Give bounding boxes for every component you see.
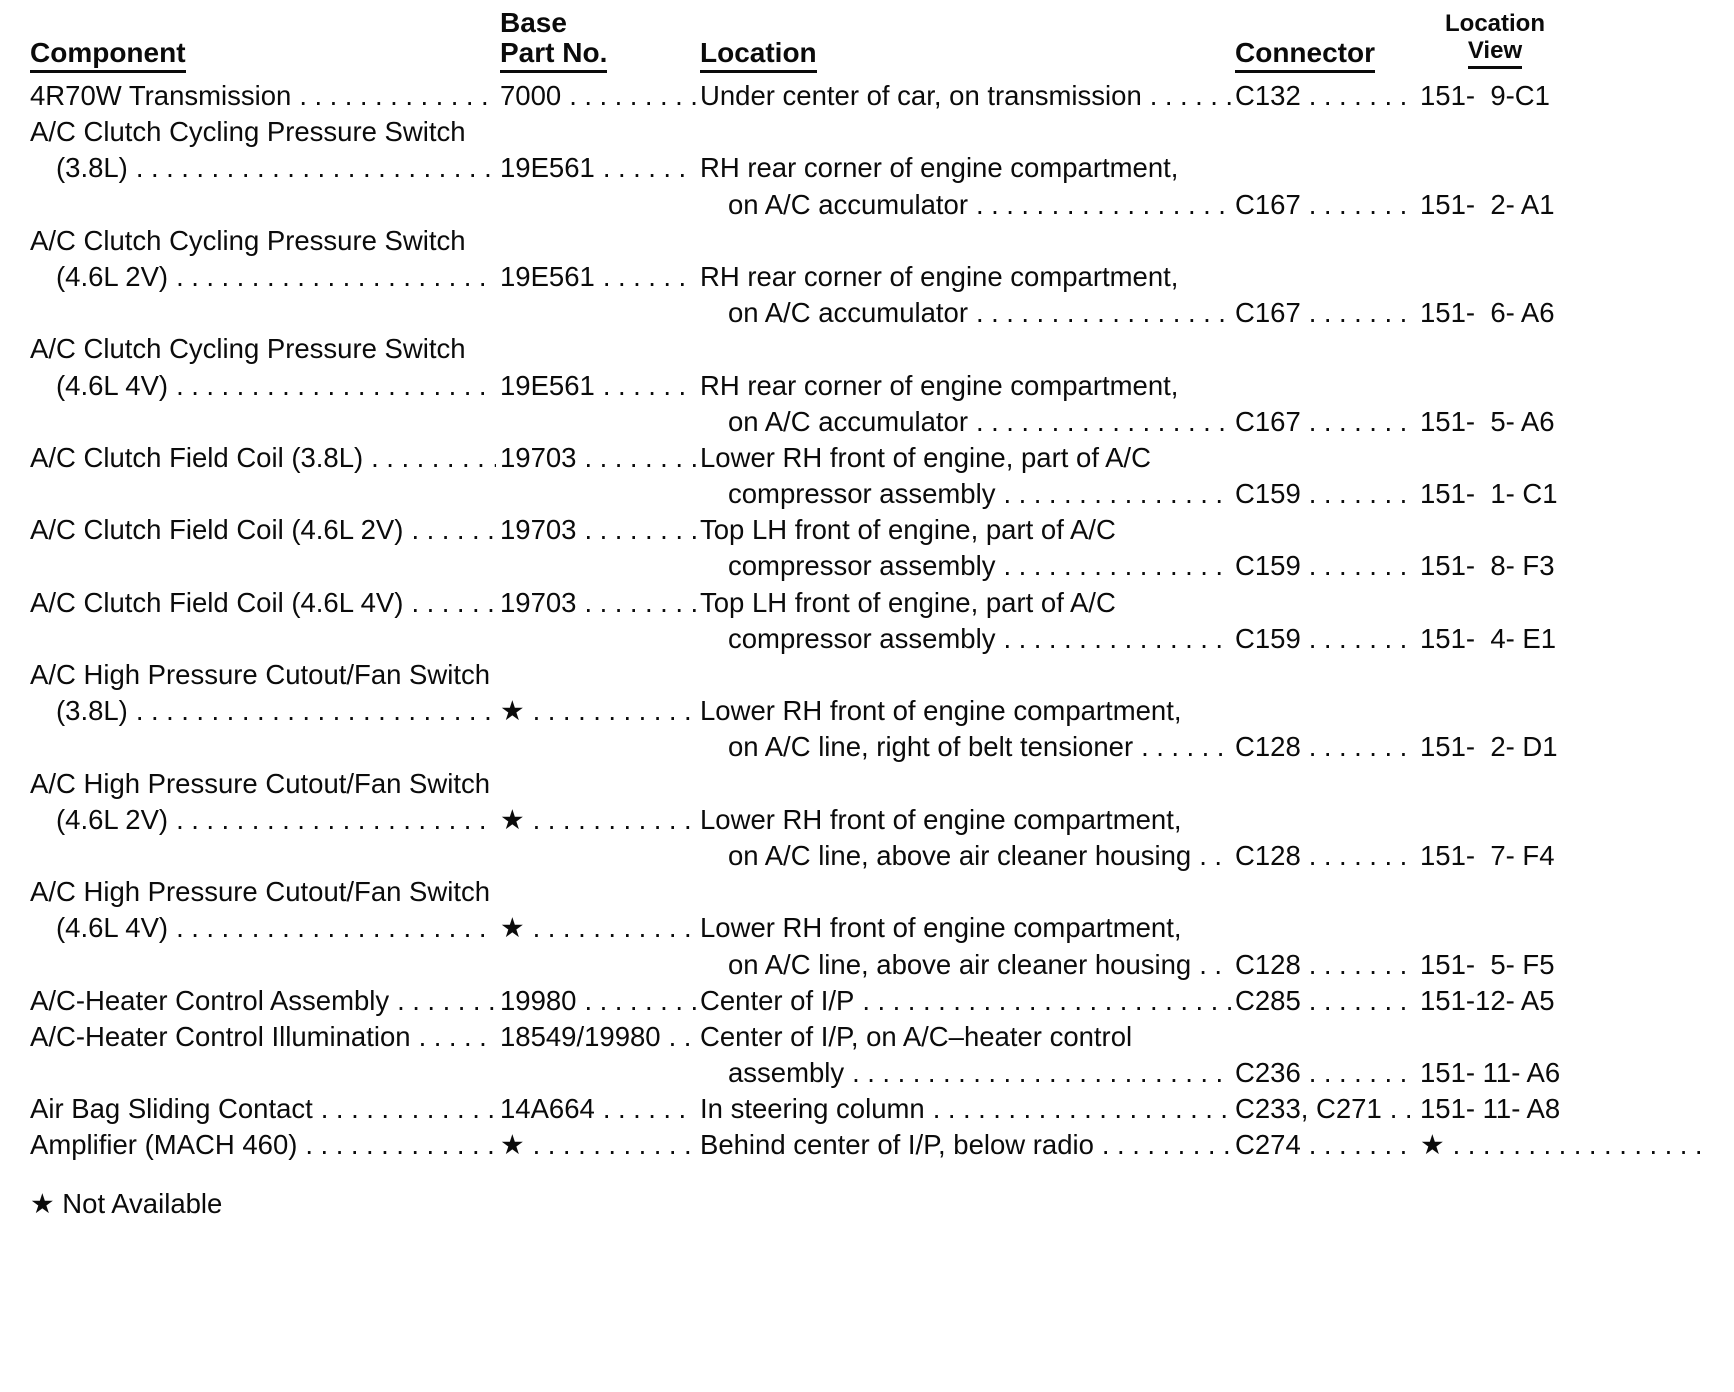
dot-leader bbox=[136, 150, 496, 186]
location-view-cell-text: 151- 7- F4 bbox=[1420, 839, 1555, 871]
location-cell-text: on A/C accumulator bbox=[728, 405, 968, 437]
header-col-location bbox=[700, 8, 1235, 72]
component-cell bbox=[30, 766, 500, 802]
dot-leader bbox=[397, 983, 496, 1019]
table-row bbox=[30, 729, 1704, 765]
component-cell bbox=[30, 585, 500, 621]
location-cell bbox=[700, 78, 1235, 114]
connector-cell bbox=[1235, 1091, 1420, 1127]
location-cell-text: In steering column bbox=[700, 1093, 925, 1125]
part-number-cell-text: 18549/19980 bbox=[500, 1020, 661, 1052]
location-cell bbox=[700, 621, 1235, 657]
dot-leader bbox=[584, 585, 696, 621]
connector-cell-text: C167 bbox=[1235, 297, 1301, 329]
table-row bbox=[30, 78, 1704, 114]
header-base: Base bbox=[500, 7, 567, 38]
location-view-cell-text: 151- 11- A6 bbox=[1420, 1057, 1561, 1089]
part-number-cell bbox=[500, 512, 700, 548]
header-spacer bbox=[30, 8, 500, 38]
dot-leader bbox=[321, 1091, 496, 1127]
component-cell-text: (4.6L 4V) bbox=[56, 369, 169, 401]
connector-cell bbox=[1235, 947, 1420, 983]
location-view-cell bbox=[1420, 1127, 1704, 1163]
dot-leader bbox=[1309, 729, 1416, 765]
part-number-cell-text: ★ bbox=[500, 803, 525, 835]
dot-leader bbox=[933, 1091, 1231, 1127]
dot-leader bbox=[1309, 187, 1416, 223]
header-component: Component bbox=[30, 38, 186, 73]
location-view-cell bbox=[1420, 983, 1704, 1019]
header-connector: Connector bbox=[1235, 38, 1375, 73]
connector-cell bbox=[1235, 295, 1420, 331]
dot-leader bbox=[1141, 729, 1231, 765]
location-view-cell bbox=[1420, 187, 1704, 223]
connector-cell-text: C159 bbox=[1235, 550, 1301, 582]
location-view-cell-text: 151- 9-C1 bbox=[1420, 80, 1550, 111]
location-cell-text: Lower RH front of engine compartment, bbox=[700, 695, 1182, 727]
component-cell-text: A/C High Pressure Cutout/Fan Switch bbox=[30, 659, 491, 690]
dot-leader bbox=[299, 78, 496, 114]
component-cell-text: (4.6L 4V) bbox=[56, 912, 169, 944]
location-cell-text: Under center of car, on transmission bbox=[700, 80, 1142, 111]
location-cell-text: compressor assembly bbox=[728, 550, 996, 582]
connector-cell bbox=[1235, 1127, 1420, 1163]
location-cell bbox=[700, 693, 1235, 729]
location-view-cell bbox=[1420, 404, 1704, 440]
location-cell bbox=[700, 1127, 1235, 1163]
dot-leader bbox=[603, 150, 696, 186]
connector-cell-text: C159 bbox=[1235, 622, 1301, 654]
component-cell-text: A/C Clutch Field Coil (3.8L) bbox=[30, 441, 364, 473]
location-view-cell bbox=[1420, 838, 1704, 874]
location-view-cell-text: ★ bbox=[1420, 1129, 1445, 1161]
part-number-cell bbox=[500, 1091, 700, 1127]
component-cell bbox=[30, 78, 500, 114]
part-number-cell bbox=[500, 1127, 700, 1163]
location-view-cell-text: 151- 2- A1 bbox=[1420, 188, 1555, 220]
dot-leader bbox=[852, 1055, 1231, 1091]
dot-leader bbox=[1150, 78, 1231, 114]
connector-cell bbox=[1235, 983, 1420, 1019]
connector-cell-text: C167 bbox=[1235, 405, 1301, 437]
location-cell bbox=[700, 729, 1235, 765]
header-location-view-line2: View bbox=[1468, 37, 1522, 69]
location-cell bbox=[700, 947, 1235, 983]
table-row bbox=[30, 1055, 1704, 1091]
location-view-cell bbox=[1420, 621, 1704, 657]
component-cell bbox=[30, 114, 500, 150]
component-cell-text: (3.8L) bbox=[56, 152, 128, 184]
component-cell-text: (4.6L 2V) bbox=[56, 803, 169, 835]
part-number-cell-text: ★ bbox=[500, 695, 525, 727]
location-view-cell-text: 151- 6- A6 bbox=[1420, 297, 1555, 329]
footnote-text: ★ Not Available bbox=[30, 1187, 223, 1219]
location-cell bbox=[700, 368, 1235, 404]
part-number-cell-text: 19980 bbox=[500, 984, 577, 1016]
dot-leader bbox=[976, 295, 1231, 331]
part-number-cell-text: 19E561 bbox=[500, 369, 595, 401]
location-cell bbox=[700, 150, 1235, 186]
component-table-body bbox=[30, 78, 1704, 1164]
part-number-cell bbox=[500, 910, 700, 946]
location-cell bbox=[700, 295, 1235, 331]
location-cell-text: RH rear corner of engine compartment, bbox=[700, 369, 1179, 401]
dot-leader bbox=[1309, 295, 1416, 331]
table-row bbox=[30, 983, 1704, 1019]
part-number-cell bbox=[500, 78, 700, 114]
dot-leader bbox=[1309, 983, 1416, 1019]
location-cell bbox=[700, 1019, 1235, 1055]
location-view-cell bbox=[1420, 78, 1704, 114]
dot-leader bbox=[584, 512, 696, 548]
dot-leader bbox=[1003, 548, 1231, 584]
table-row bbox=[30, 947, 1704, 983]
connector-cell-text: C274 bbox=[1235, 1129, 1301, 1161]
table-row bbox=[30, 295, 1704, 331]
part-number-cell bbox=[500, 440, 700, 476]
component-cell bbox=[30, 223, 500, 259]
table-row bbox=[30, 1091, 1704, 1127]
component-cell-text: A/C Clutch Cycling Pressure Switch bbox=[30, 116, 466, 148]
table-row bbox=[30, 150, 1704, 186]
component-cell bbox=[30, 983, 500, 1019]
table-row bbox=[30, 910, 1704, 946]
component-cell-text: A/C Clutch Field Coil (4.6L 2V) bbox=[30, 514, 404, 546]
location-cell bbox=[700, 910, 1235, 946]
dot-leader bbox=[533, 910, 696, 946]
table-row bbox=[30, 331, 1704, 367]
dot-leader bbox=[976, 187, 1231, 223]
location-cell-text: Center of I/P, on A/C–heater control bbox=[700, 1020, 1133, 1052]
dot-leader bbox=[176, 368, 496, 404]
connector-cell bbox=[1235, 1055, 1420, 1091]
part-number-cell-text: 19E561 bbox=[500, 260, 595, 292]
part-number-cell-text: 19703 bbox=[500, 586, 577, 618]
location-cell-text: Center of I/P bbox=[700, 984, 855, 1016]
location-cell-text: on A/C line, above air cleaner housing bbox=[728, 948, 1192, 980]
table-row bbox=[30, 368, 1704, 404]
connector-cell-text: C159 bbox=[1235, 478, 1301, 510]
connector-cell-text: C285 bbox=[1235, 984, 1301, 1016]
dot-leader bbox=[419, 1019, 496, 1055]
dot-leader bbox=[1003, 476, 1231, 512]
location-cell-text: compressor assembly bbox=[728, 478, 996, 510]
location-cell bbox=[700, 838, 1235, 874]
component-cell bbox=[30, 1019, 500, 1055]
dot-leader bbox=[176, 910, 496, 946]
dot-leader bbox=[569, 78, 696, 114]
dot-leader bbox=[1390, 1091, 1416, 1127]
part-number-cell bbox=[500, 368, 700, 404]
location-cell-text: Top LH front of engine, part of A/C bbox=[700, 586, 1116, 618]
table-row bbox=[30, 114, 1704, 150]
component-cell-text: Amplifier (MACH 460) bbox=[30, 1129, 298, 1161]
component-cell-text: 4R70W Transmission bbox=[30, 80, 292, 111]
dot-leader bbox=[603, 1091, 696, 1127]
location-cell bbox=[700, 548, 1235, 584]
dot-leader bbox=[1453, 1127, 1700, 1163]
dot-leader bbox=[1309, 838, 1416, 874]
location-cell bbox=[700, 404, 1235, 440]
table-row bbox=[30, 693, 1704, 729]
table-row bbox=[30, 766, 1704, 802]
component-cell-text: A/C Clutch Field Coil (4.6L 4V) bbox=[30, 586, 404, 618]
component-cell bbox=[30, 1127, 500, 1163]
connector-cell bbox=[1235, 729, 1420, 765]
location-cell-text: Lower RH front of engine, part of A/C bbox=[700, 441, 1151, 473]
table-row bbox=[30, 404, 1704, 440]
part-number-cell bbox=[500, 150, 700, 186]
location-cell bbox=[700, 440, 1235, 476]
location-view-cell bbox=[1420, 947, 1704, 983]
component-cell-text: Air Bag Sliding Contact bbox=[30, 1093, 313, 1125]
connector-cell bbox=[1235, 838, 1420, 874]
location-view-cell bbox=[1420, 1091, 1704, 1127]
part-number-cell bbox=[500, 1019, 700, 1055]
part-number-cell bbox=[500, 983, 700, 1019]
table-row bbox=[30, 223, 1704, 259]
location-cell bbox=[700, 1055, 1235, 1091]
component-cell bbox=[30, 512, 500, 548]
component-cell-text: A/C-Heater Control Assembly bbox=[30, 984, 390, 1016]
component-cell bbox=[30, 657, 500, 693]
dot-leader bbox=[1309, 1127, 1416, 1163]
header-location-view-line1: Location bbox=[1445, 10, 1545, 37]
dot-leader bbox=[176, 802, 496, 838]
dot-leader bbox=[136, 693, 496, 729]
location-cell-text: on A/C accumulator bbox=[728, 188, 968, 220]
dot-leader bbox=[1309, 78, 1416, 114]
location-view-cell-text: 151- 2- D1 bbox=[1420, 731, 1558, 763]
dot-leader bbox=[669, 1019, 696, 1055]
component-cell-text: A/C Clutch Cycling Pressure Switch bbox=[30, 333, 466, 365]
table-row bbox=[30, 259, 1704, 295]
header-col-connector bbox=[1235, 8, 1420, 72]
footnote bbox=[30, 1188, 1704, 1220]
dot-leader bbox=[305, 1127, 496, 1163]
location-view-cell-text: 151- 4- E1 bbox=[1420, 622, 1557, 654]
connector-cell-text: C167 bbox=[1235, 188, 1301, 220]
table-row bbox=[30, 187, 1704, 223]
connector-cell bbox=[1235, 621, 1420, 657]
dot-leader bbox=[603, 259, 696, 295]
location-cell bbox=[700, 512, 1235, 548]
connector-cell bbox=[1235, 548, 1420, 584]
dot-leader bbox=[411, 512, 496, 548]
dot-leader bbox=[1102, 1127, 1231, 1163]
dot-leader bbox=[603, 368, 696, 404]
component-cell-text: A/C High Pressure Cutout/Fan Switch bbox=[30, 767, 491, 799]
part-number-cell bbox=[500, 585, 700, 621]
location-cell-text: on A/C line, right of belt tensioner bbox=[728, 731, 1134, 763]
location-view-cell bbox=[1420, 729, 1704, 765]
location-view-cell bbox=[1420, 295, 1704, 331]
component-cell bbox=[30, 331, 500, 367]
component-cell-text: A/C-Heater Control Illumination bbox=[30, 1020, 411, 1052]
connector-cell-text: C233, C271 bbox=[1235, 1093, 1382, 1125]
dot-leader bbox=[1309, 476, 1416, 512]
dot-leader bbox=[533, 693, 696, 729]
dot-leader bbox=[1003, 621, 1231, 657]
part-number-cell-text: ★ bbox=[500, 1129, 525, 1161]
component-cell-text: (4.6L 2V) bbox=[56, 260, 169, 292]
connector-cell bbox=[1235, 78, 1420, 114]
part-number-cell-text: 19E561 bbox=[500, 152, 595, 184]
dot-leader bbox=[533, 1127, 696, 1163]
location-cell-text: RH rear corner of engine compartment, bbox=[700, 152, 1179, 184]
location-view-cell-text: 151- 8- F3 bbox=[1420, 550, 1555, 582]
location-cell-text: Lower RH front of engine compartment, bbox=[700, 803, 1182, 835]
location-cell-text: Behind center of I/P, below radio bbox=[700, 1129, 1094, 1161]
connector-cell-text: C128 bbox=[1235, 731, 1301, 763]
dot-leader bbox=[584, 440, 696, 476]
location-view-cell bbox=[1420, 548, 1704, 584]
table-row bbox=[30, 512, 1704, 548]
component-cell bbox=[30, 368, 500, 404]
dot-leader bbox=[411, 585, 496, 621]
header-col-component bbox=[30, 8, 500, 72]
location-cell bbox=[700, 1091, 1235, 1127]
table-row bbox=[30, 621, 1704, 657]
part-number-cell bbox=[500, 259, 700, 295]
dot-leader bbox=[1309, 1055, 1416, 1091]
dot-leader bbox=[1309, 947, 1416, 983]
table-row bbox=[30, 476, 1704, 512]
component-cell bbox=[30, 802, 500, 838]
table-header bbox=[30, 8, 1704, 72]
dot-leader bbox=[533, 802, 696, 838]
location-cell-text: Lower RH front of engine compartment, bbox=[700, 912, 1182, 944]
dot-leader bbox=[862, 983, 1231, 1019]
location-cell-text: assembly bbox=[728, 1057, 845, 1089]
component-cell bbox=[30, 259, 500, 295]
location-view-cell bbox=[1420, 1055, 1704, 1091]
dot-leader bbox=[584, 983, 696, 1019]
connector-cell-text: C132 bbox=[1235, 80, 1301, 111]
location-cell-text: compressor assembly bbox=[728, 622, 996, 654]
header-spacer bbox=[1235, 8, 1420, 38]
table-row bbox=[30, 802, 1704, 838]
part-number-cell-text: ★ bbox=[500, 912, 525, 944]
component-cell bbox=[30, 693, 500, 729]
table-row bbox=[30, 440, 1704, 476]
location-view-cell-text: 151- 1- C1 bbox=[1420, 478, 1558, 510]
header-col-location-view bbox=[1420, 8, 1704, 72]
table-row bbox=[30, 1019, 1704, 1055]
table-row bbox=[30, 585, 1704, 621]
location-cell bbox=[700, 476, 1235, 512]
table-row bbox=[30, 548, 1704, 584]
header-spacer bbox=[700, 8, 1235, 38]
dot-leader bbox=[1309, 621, 1416, 657]
connector-cell bbox=[1235, 187, 1420, 223]
part-number-cell-text: 14A664 bbox=[500, 1093, 595, 1125]
location-cell bbox=[700, 983, 1235, 1019]
location-cell bbox=[700, 187, 1235, 223]
component-cell bbox=[30, 874, 500, 910]
dot-leader bbox=[176, 259, 496, 295]
location-cell bbox=[700, 259, 1235, 295]
component-cell-text: A/C High Pressure Cutout/Fan Switch bbox=[30, 876, 491, 908]
part-number-cell-text: 19703 bbox=[500, 441, 577, 473]
connector-cell-text: C128 bbox=[1235, 948, 1301, 980]
location-cell-text: RH rear corner of engine compartment, bbox=[700, 260, 1179, 292]
dot-leader bbox=[371, 440, 496, 476]
dot-leader bbox=[1199, 838, 1231, 874]
location-view-cell-text: 151- 5- A6 bbox=[1420, 405, 1555, 437]
header-location: Location bbox=[700, 38, 817, 73]
table-row bbox=[30, 657, 1704, 693]
connector-cell-text: C236 bbox=[1235, 1057, 1301, 1089]
location-cell bbox=[700, 802, 1235, 838]
dot-leader bbox=[1309, 404, 1416, 440]
dot-leader bbox=[1309, 548, 1416, 584]
component-cell bbox=[30, 1091, 500, 1127]
dot-leader bbox=[1199, 947, 1231, 983]
component-cell bbox=[30, 440, 500, 476]
location-view-cell-text: 151- 11- A8 bbox=[1420, 1093, 1561, 1125]
component-cell-text: (3.8L) bbox=[56, 695, 128, 727]
location-cell bbox=[700, 585, 1235, 621]
dot-leader bbox=[976, 404, 1231, 440]
location-view-cell bbox=[1420, 476, 1704, 512]
component-cell-text: A/C Clutch Cycling Pressure Switch bbox=[30, 224, 466, 256]
table-row bbox=[30, 838, 1704, 874]
part-number-cell-text: 7000 bbox=[500, 80, 562, 111]
header-part-no: Part No. bbox=[500, 38, 607, 73]
part-number-cell-text: 19703 bbox=[500, 514, 577, 546]
location-cell-text: Top LH front of engine, part of A/C bbox=[700, 514, 1116, 546]
connector-cell bbox=[1235, 404, 1420, 440]
table-row bbox=[30, 1127, 1704, 1163]
component-cell bbox=[30, 150, 500, 186]
component-cell bbox=[30, 910, 500, 946]
connector-cell bbox=[1235, 476, 1420, 512]
part-number-cell bbox=[500, 693, 700, 729]
part-number-cell bbox=[500, 802, 700, 838]
location-cell-text: on A/C accumulator bbox=[728, 297, 968, 329]
connector-cell-text: C128 bbox=[1235, 839, 1301, 871]
location-cell-text: on A/C line, above air cleaner housing bbox=[728, 839, 1192, 871]
location-view-cell-text: 151- 5- F5 bbox=[1420, 948, 1555, 980]
header-col-part-number bbox=[500, 8, 700, 72]
location-view-cell-text: 151-12- A5 bbox=[1420, 984, 1555, 1016]
table-row bbox=[30, 874, 1704, 910]
